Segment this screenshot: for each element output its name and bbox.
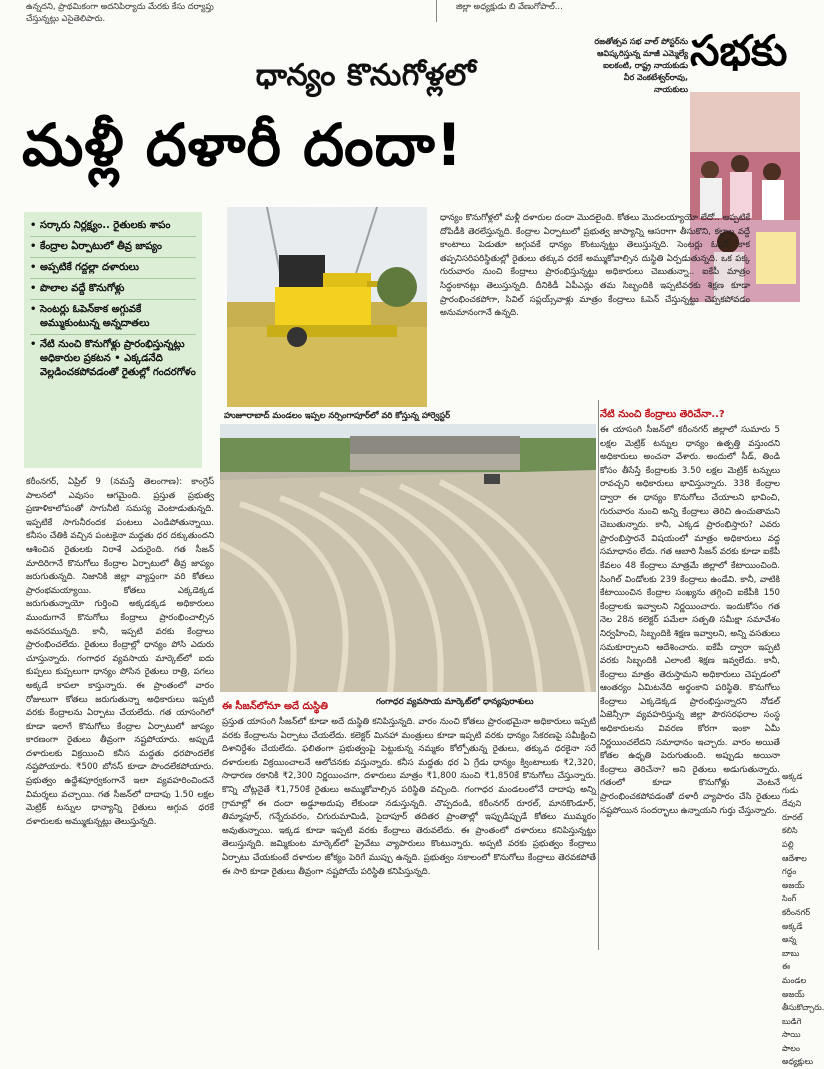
- yard-caption: గంగాధర వ్యవసాయ మార్కెట్‌లో ధాన్యపురాశులు: [376, 696, 534, 706]
- adjacent-story-caption: రజతోత్సవ సభ వాల్ పోస్టర్‌ను ఆవిష్కరిస్తున్న మాజీ ఎమ్మెల్యే ఐలకంటి, రాష్ట్ర నాయకుడు వీర వెంకటేశ్వర్‌రావు, నాయకులు: [594, 37, 688, 94]
- left-column-body: కరీంనగర్, ఏప్రిల్ 9 (నమస్తే తెలంగాణ): కాంగ్రెస్ పాలనలో ఎవుసం ఆగమైంది. ప్రస్తుత ప్రభుత్వ ప్రణాళికాలోపంతో సాగునీటి సమస్య వెంటాడుతున్నది. ఇప్పటికే సాగునీరందక పంటలు ఎండిపోతున్నాయి. కనీసం చేతికి వచ్చిన పంటకైనా మద్దతు ధర దక్కుతుందని ఆశించిన రైతులకు నిరాశే ఎదురైంది. గత సీజన్ మాదిరిగానే కొనుగోలు కేంద్రాల ఏర్పాటులో తీవ్ర జాప్యం జరుగుతున్నది. నిజానికి జిల్లా వ్యాప్తంగా వరి కోతలు ప్రారంభమయ్యాయి. కోతలు ఎక్కడెక్కడ జరుగుతున్నాయో గుర్తించి అక్కడక్కడ అధికారులు ముందుగానే కొనుగోలు కేంద్రాలు ప్రారంభించాల్సిన అవసరమున్నది. కానీ, ఇప్పటి వరకు కేంద్రాలు ప్రారంభించలేదు. రైతులు కేంద్రాల్లో ధాన్యం పోసి ఎదురు చూస్తున్నారు. గంగాధర వ్యవసాయ మార్కెట్‌లో ఐదు కుప్పలు కుప్పలుగా ధాన్యం పోసిన రైతులు రాత్రి, పగలు అక్కడే కాపలా కాస్తున్నారు. ఈ ప్రాంతంలో వారం రోజులుగా కోతలు జరుగుతున్నా అధికారులు ఇప్పటి వరకు కేంద్రాలను ఏర్పాటు చేయలేదు. గత యాసంగిలో కూడా ఇలాగే కొనుగోలు కేంద్రాల ఏర్పాటులో జాప్యం కారణంగా రైతులు తీవ్రంగా నష్టపోయారు. అప్పుడే దళారులకు విక్రయించి కనీస మద్దతు ధరపొందలేక నష్టపోయారు. ₹500 బోనస్ కూడా పొందలేకపోయారు. ప్రభుత్వం ఉద్దేశపూర్వకంగానే ఇలా వ్యవహరించిందనే విమర్శలు వచ్చాయి. గత సీజన్‌లో దాదాపు 1.50 లక్షల మెట్రిక్ టన్నుల ధాన్యాన్ని రైతులు అగ్గువ ధరకే దళారులకు అమ్ముకున్నట్లు తెలుస్తున్నది.: [26, 477, 214, 827]
- previous-article-fragment: ఉన్నదని, ప్రాథమికంగా అదనిపిర్యాదు మేరకు కేసు దర్యాప్తు చేస్తున్నట్లు ఎసైతెలిపారు.: [26, 1, 214, 23]
- column-rule: [436, 0, 437, 22]
- highlight-item: • నేటి నుంచి కొనుగోళ్లు ప్రారంభిస్తున్నట్లు అధికారుల ప్రకటన • ఎక్కడనేది వెల్లడించకపోవడంతో రైతుల్లో గందరగోళం: [30, 335, 196, 383]
- subhead-same-situation: ఈ సీజన్‌లోనూ అదే దుస్థితి: [222, 701, 328, 712]
- subhead-centers-open: నేటి నుంచి కేంద్రాలు తెరిచేనా..?: [600, 409, 725, 420]
- highlights-box: [24, 212, 202, 468]
- deck-heading: ధాన్యం కొనుగోళ్లలో: [255, 58, 477, 93]
- right-column-body: ఈ యాసంగి సీజన్‌లో కరీంనగర్ జిల్లాలో సుమారు 5 లక్షల మెట్రిక్ టన్నుల ధాన్యం ఉత్పత్తి వస్తుందని అధికారులు అంచనా వేశారు. అందులో సీడ్, తిండి కోసం తీసేస్తే కేంద్రాలకు 3.50 లక్షల మెట్రిక్ టన్నులు రావచ్చని అధికారులు భావిస్తున్నారు. 338 కేంద్రాల ద్వారా ఈ ధాన్యం కొనుగోలు చేయాలని భావించి, గురువారం నుంచి అన్ని కేంద్రాలు తెరిచి ఉంచుతామని చెబుతున్నారు. కానీ, ఎక్కడ ప్రారంభిస్తారు? ఎవరు ప్రారంభిస్తారనే విషయంలో మాత్రం అధికారులు వద్ద సమాధానం లేదు. గత ఆబారి సీజన్ వరకు కూడా ఐకేపీ కేవలం 48 కేంద్రాలు మాత్రమే జిల్లాలో కేటాయించింది. సింగిల్ విండోలకు 239 కేంద్రాలు ఉండేవి. కానీ, వాటికి కేటాయించిన కేంద్రాల సంఖ్యను తగ్గించి ఐకేపీకి 150 కేంద్రాలకు ఇవ్వాలని నిర్ణయించారు. ఇందుకోసం గత నెల 28న కలెక్టర్ పమేలా సత్పతి సమీక్షా సమావేశం నిర్వహించి, సిబ్బందికి శిక్షణ ఇవ్వాలని, అన్ని వసతులు సమకూర్చాలని ఆదేశించారు. ఐకేపీ ద్వారా ఇప్పటి వరకు సిబ్బందికి ఎలాంటి శిక్షణ ఇవ్వలేదు. కానీ, కేంద్రాలు మాత్రం తెరుస్తామని అధికారులు చెప్పడంలో ఆంతర్యం ఏమిటనేది అర్థంకాని పరిస్థితి. కొనుగోలు కేంద్రాలు ఎక్కడెక్కడ ప్రారంభిస్తున్నారని నోడల్ ఏజెన్సీగా వ్యవహరిస్తున్న జిల్లా పౌరసరఫరాల సంస్థ అధికారులను వివరణ కోరగా ఇంకా ఏమీ నిర్ణయించలేదని సమాధానం ఇచ్చారు. వారం అయితే కోతల ఉధృతి పెరుగుతుంది. అప్పుడు అయినా కేంద్రాలు తెరిచేనా? అని రైతులు అడుగుతున్నారు. గతంలో కూడా కొనుగోళ్లు వెంటనే ప్రారంభించకపోవడంతో దళారీ వ్యాపారం చేసి రైతులు నష్టపోయిన సందర్భాలు ఉన్నాయని గుర్తు చేస్తున్నారు.: [600, 425, 780, 816]
- column-rule: [598, 400, 599, 950]
- intro-paragraph: ధాన్యం కొనుగోళ్లలో మళ్లీ దళారుల దందా మొదలైంది. కోతలు మొదలయ్యాయో లేదో.. అప్పటికే దోపిడీకి తెరలేస్తున్నది. కేంద్రాల ఏర్పాటులో ప్రభుత్వ జాప్యాన్ని ఆసరాగా తీసుకొని, కల్లాల వద్దే కాంటాలు పెడుతూ అగ్గువకే ధాన్యం కొంటున్నట్టు తెలుస్తున్నది. సెంటర్లు ఓపెన్ కాక తప్పనిసరిపరిస్థితుల్లో రైతులు తక్కువ ధరకే అమ్ముకోవాల్సిన దుస్థితి ఏర్పడుతున్నది. ఒక పక్క గురువారం నుంచి కేంద్రాలు ప్రారంభిస్తున్నట్టు అధికారులు చెబుతున్నా.. ఐకేపీ మాత్రం సిద్ధంకానట్లు తెలుస్తున్నది. దీనికిడీ ఏపీఎన్లు తమ సిబ్బందికి ఇప్పటివరకు శిక్షణ కూడా ప్రారంభించకపోగా, సివిల్ సప్లయ్స్‌వాళ్లు మాత్రం కేంద్రాలు ఓపెన్ చేస్తున్నట్టు చెప్పకపోవడం అనుమానంగానే ఉన్నది.: [440, 213, 750, 319]
- highlight-item: • అప్పటికే గద్దల్లా దళారులు: [30, 258, 196, 279]
- previous-article-fragment-center: జిల్లా అధ్యక్షుడు బి వేణుగోపాల్...: [456, 1, 563, 11]
- adjacent-story-heading: సభకు: [690, 26, 788, 75]
- highlight-item: • సర్కారు నిర్లక్ష్యం.. రైతులకు శాపం: [30, 216, 196, 237]
- highlight-item: • పొలాల వద్దే కొనుగోళ్లు: [30, 279, 196, 300]
- adjacent-article-fragment: అక్కడ గుడు దేవుని రూరల్ కలిసి పల్లి ఆదేశాల గద్దం అజయ్ సింగ్ కరీంనగర్ అక్కడే అన్న బాబు ఈ మండల అజయ్ తీసుకొచ్చారు. బుడిగె సాయి పాలం అధ్యక్షులు: [782, 772, 824, 1067]
- harvester-caption: హుజూరాబాద్ మండలం ఇప్పల నర్సింగాపూర్‌లో వరి కోస్తున్న హార్వెస్టర్: [224, 410, 451, 420]
- harvester-photo: [224, 204, 424, 404]
- main-headline: మళ్లీ దళారీ దందా!: [22, 111, 464, 179]
- grain-yard-photo: [220, 424, 596, 692]
- highlight-item: • కేంద్రాల ఏర్పాటులో తీవ్ర జాప్యం: [30, 237, 196, 258]
- highlight-item: • సెంటర్లు ఓపెన్‌కాక అగ్గువకే అమ్ముకుంటున్న అన్నదాతలు: [30, 300, 196, 335]
- bottom-body: ప్రస్తుత యాసంగి సీజన్‌లో కూడా అదే దుస్థితి కనిపిస్తున్నది. వారం నుంచి కోతలు ప్రారంభమైనా అధికారులు ఇప్పటి వరకు కేంద్రాలను ఏర్పాటు చేయలేదు. కలెక్టర్ మినహా మంత్రులు కూడా ఇప్పటి వరకు ధాన్యం సేకరణపై సమీక్షించి దిశానిర్దేశం చేయలేదు. ఫలితంగా ప్రభుత్వంపై పెట్టుకున్న నమ్మకం కోల్పోతున్న రైతులు, తక్కువ ధరకైనా సరే దళారులకు విక్రయించాలనే ఆలోచనకు వస్తున్నారు. కనీస మద్దతు ధర ఏ గ్రేడు ధాన్యం క్వింటాలుకు ₹2,320, సాధారణ రకానికి ₹2,300 నిర్ణయించగా, దళారులు మాత్రం ₹1,800 నుంచి ₹1,850కే కొనుగోలు చేస్తున్నారు. కొన్ని చోట్లనైతే ₹1,750కే రైతులు అమ్ముకోవాల్సిన పరిస్థితి వచ్చింది. గంగాధర మండలంలోనే దాదాపు అన్ని గ్రామాల్లో ఈ దందా అడ్డూఅదుపు లేకుండా నడుస్తున్నది. చొప్పదండి, కరీంనగర్ రూరల్, మానకొండూర్, తిమ్మాపూర్, గన్నేరువరం, చిగురుమామిడి, సైదాపూర్ తదితర ప్రాంతాల్లో ఇప్పుడిప్పుడే కోతలు ముమ్మరం అవుతున్నాయి. ఇక్కడ కూడా ఇప్పటి వరకు కేంద్రాలు తెరువలేదు. ఈ ప్రాంతంలో దళారులు కనిపిస్తున్నట్టు తెలుస్తున్నది. జమ్మికుంట మార్కెట్‌లో ప్రైవేటు వ్యాపారులు కొంటున్నారు. అప్పటి వరకు ప్రభుత్వం కేంద్రాలు ఏర్పాటు చేయకుంటే దళారుల జోక్యం పెరిగే ముప్పు ఉన్నది. ప్రభుత్వం సకాలంలో కొనుగోలు కేంద్రాలు తెరవకపోతే ఈ సారి కూడా రైతులు తీవ్రంగా నష్టపోయే పరిస్థితి కనిపిస్తున్నది.: [222, 717, 596, 877]
